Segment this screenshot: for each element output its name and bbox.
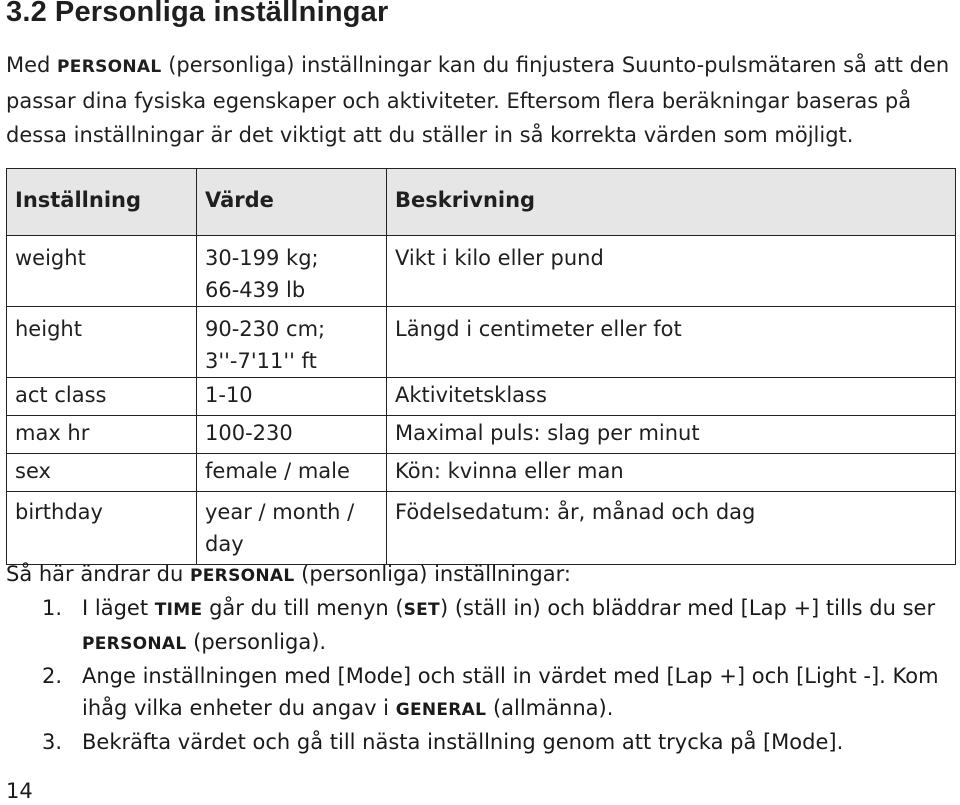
table-row bbox=[7, 307, 956, 378]
description-cell: Vikt i kilo eller pund bbox=[387, 236, 956, 307]
step-text: Ange inställningen med [Mode] och ställ in värdet med [Lap +] och [Light -]. Kom ihåg vilka enheter du angav i bbox=[82, 664, 939, 720]
intro-text-start: Med bbox=[6, 53, 58, 77]
value-cell: female / male bbox=[197, 454, 387, 492]
table-row bbox=[7, 236, 956, 307]
step-text: I läget bbox=[82, 596, 155, 620]
table-row bbox=[7, 378, 956, 416]
value-cell bbox=[197, 492, 387, 565]
description-cell: Maximal puls: slag per minut bbox=[387, 416, 956, 454]
value-line: 3''-7'11'' ft bbox=[205, 349, 317, 373]
value-cell bbox=[197, 236, 387, 307]
value-line: 90-230 cm; bbox=[205, 317, 326, 341]
step-item bbox=[42, 660, 958, 726]
intro-keyword: PERSONAL bbox=[57, 57, 162, 77]
howto-text-start: Så här ändrar du bbox=[6, 562, 190, 586]
instructions-intro bbox=[6, 558, 571, 592]
step-keyword: GENERAL bbox=[395, 700, 487, 720]
table-row bbox=[7, 416, 956, 454]
setting-cell: birthday bbox=[7, 492, 197, 565]
description-cell: Kön: kvinna eller man bbox=[387, 454, 956, 492]
intro-paragraph bbox=[6, 48, 956, 152]
step-number: 3. bbox=[42, 730, 63, 754]
setting-cell: act class bbox=[7, 378, 197, 416]
step-text: går du till menyn ( bbox=[202, 596, 404, 620]
setting-cell: height bbox=[7, 307, 197, 378]
step-keyword: TIME bbox=[154, 600, 203, 620]
description-cell: Längd i centimeter eller fot bbox=[387, 307, 956, 378]
setting-cell: sex bbox=[7, 454, 197, 492]
table-header-row bbox=[7, 169, 956, 236]
step-text: (personliga). bbox=[186, 630, 327, 654]
step-number: 1. bbox=[42, 596, 63, 620]
column-header-description: Beskrivning bbox=[387, 169, 956, 236]
description-cell: Födelsedatum: år, månad och dag bbox=[387, 492, 956, 565]
value-line: 66-439 lb bbox=[205, 278, 306, 302]
value-cell: 100-230 bbox=[197, 416, 387, 454]
value-line: 30-199 kg; bbox=[205, 246, 319, 270]
setting-cell: max hr bbox=[7, 416, 197, 454]
settings-table bbox=[6, 168, 956, 565]
column-header-value: Värde bbox=[197, 169, 387, 236]
intro-text-end: (personliga) inställningar kan du finjustera Suunto-pulsmätaren så att den passar dina fysiska egenskaper och aktiviteter. Eftersom flera beräkningar baseras på dessa inställningar är det viktigt att du ställer in så korrekta värden som möjligt. bbox=[6, 53, 950, 147]
value-line: day bbox=[205, 532, 244, 556]
step-keyword: SET bbox=[403, 600, 440, 620]
section-heading bbox=[6, 0, 388, 29]
step-keyword: PERSONAL bbox=[82, 634, 187, 654]
section-number: 3.2 bbox=[6, 0, 47, 28]
step-item bbox=[42, 726, 958, 758]
table-row bbox=[7, 492, 956, 565]
howto-keyword: PERSONAL bbox=[190, 566, 295, 586]
value-cell: 1-10 bbox=[197, 378, 387, 416]
setting-cell: weight bbox=[7, 236, 197, 307]
value-cell bbox=[197, 307, 387, 378]
description-cell: Aktivitetsklass bbox=[387, 378, 956, 416]
step-text: (allmänna). bbox=[486, 696, 614, 720]
table-row bbox=[7, 454, 956, 492]
step-item bbox=[42, 592, 958, 660]
step-number: 2. bbox=[42, 664, 63, 688]
step-text: ) (ställ in) och bläddrar med [Lap +] tills du ser bbox=[439, 596, 936, 620]
column-header-setting: Inställning bbox=[7, 169, 197, 236]
step-text: Bekräfta värdet och gå till nästa inställning genom att trycka på [Mode]. bbox=[82, 730, 844, 754]
howto-text-end: (personliga) inställningar: bbox=[294, 562, 571, 586]
page-number: 14 bbox=[6, 779, 33, 803]
value-line: year / month / bbox=[205, 500, 355, 524]
section-title: Personliga inställningar bbox=[54, 0, 389, 28]
steps-list bbox=[42, 592, 958, 758]
